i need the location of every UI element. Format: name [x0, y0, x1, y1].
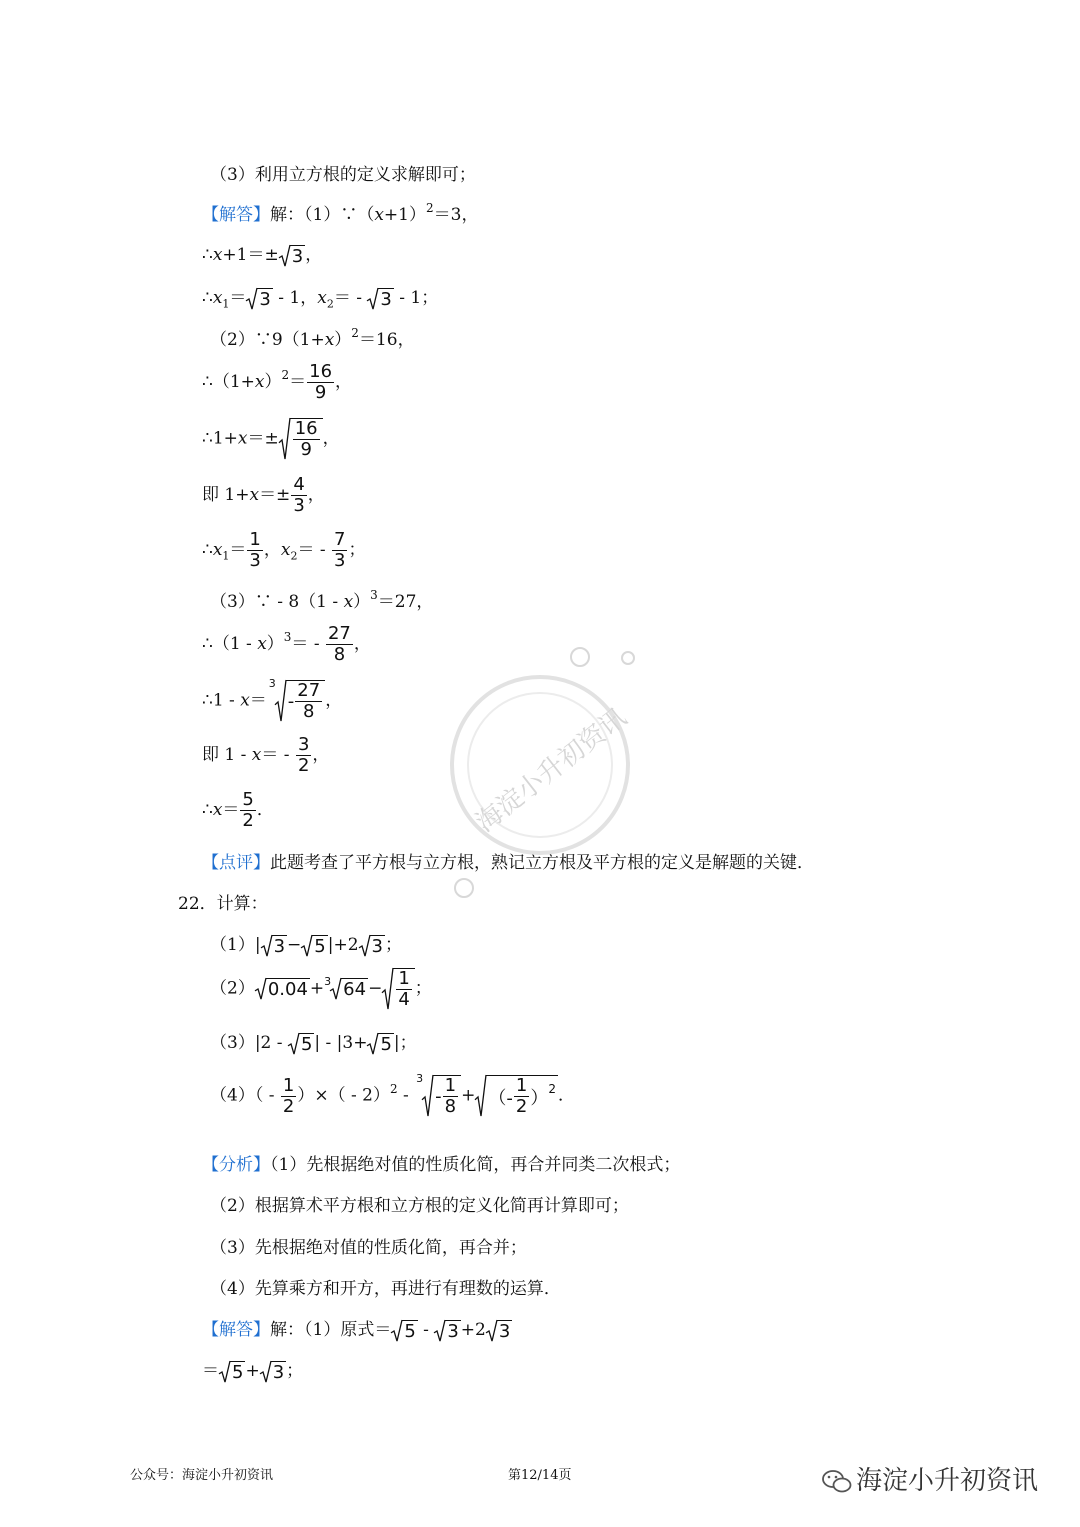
- brand-mark: [822, 1460, 1038, 1497]
- q22-item-1: （1）| 3 − 5 |+2 3 ；: [210, 935, 402, 957]
- analysis-tag: 【分析】: [202, 1155, 270, 1175]
- wechat-icon: [822, 1469, 852, 1495]
- eq-line: ∴1+x＝± $\frac{16}{9}$ ，: [202, 418, 340, 460]
- eq-line: $\therefore x_1=$ 3 - 1，$x_2=$ - 3 - 1；: [202, 288, 439, 311]
- eq-line: $\therefore(1+x)^2=$ $\frac{16}{9}$ ，: [202, 361, 353, 403]
- eq-line: ∴1 - x＝ 3 - $\frac{27}{8}$ ，: [202, 677, 343, 722]
- answer-line-1: 【解答】解：$(1)\because(x+1)^2=3$，: [202, 201, 479, 225]
- review-line: 【点评】此题考查了平方根与立方根，熟记立方根及平方根的定义是解题的关键．: [202, 853, 814, 873]
- q22-answer-line-2: ＝ 5 + 3 ；: [202, 1361, 304, 1383]
- part-3-head: （3）∵ - 8（1 - x）$^3$＝27，: [210, 588, 434, 612]
- q22-title: 22．计算：: [178, 894, 268, 914]
- footer-account: 公众号：海淀小升初资讯: [130, 1468, 274, 1483]
- brand-name: 海淀小升初资讯: [856, 1466, 1039, 1496]
- answer-tag: 【解答】: [202, 205, 270, 225]
- eq-line: ∴（1 - x）$^3$＝ - $\frac{27}{8}$ ，: [202, 623, 371, 665]
- part-2-head: $(2)\because 9(1+x)^2=16$，: [210, 326, 415, 350]
- q22-item-4: （4）（ - $\frac{1}{2}$ ）×（ - 2）$^2$ - 3 - $\frac{1}{8}$ + （- $\frac{1}{2}$ ） $^2$ ．: [210, 1072, 575, 1117]
- analysis-step-3: （3）利用立方根的定义求解即可；: [210, 165, 476, 185]
- watermark-seal: [440, 640, 660, 900]
- eq-line: ∴x＝ $\frac{5}{2}$ ．: [202, 789, 274, 831]
- analysis-line-2: （2）根据算术平方根和立方根的定义化简再计算即可；: [210, 1196, 629, 1216]
- eq-line: $\therefore x_1=$ $\frac{1}{3}$ ，$x_2=$ - $\frac{7}{3}$ ；: [202, 529, 366, 571]
- eq-line: 即 1+x＝± $\frac{4}{3}$ ，: [202, 474, 325, 516]
- watermark-text: 海淀小升初资讯: [470, 702, 633, 839]
- answer-tag-2: 【解答】: [202, 1320, 270, 1340]
- analysis-line-1: 【分析】（1）先根据绝对值的性质化简，再合并同类二次根式；: [202, 1155, 681, 1175]
- q22-answer-line-1: 【解答】解：（1）原式＝ 5 - 3 +2 3: [202, 1320, 511, 1342]
- eq-line: ∴x+1＝± 3 ，: [202, 245, 323, 267]
- review-tag: 【点评】: [202, 853, 270, 873]
- analysis-line-3: （3）先根据绝对值的性质化简，再合并；: [210, 1238, 527, 1258]
- q22-item-3: （3）|2 - 5 | - |3+ 5 |；: [210, 1033, 417, 1055]
- q22-item-2: （2） 0.04 + 3 64 − $\frac{1}{4}$ ；: [210, 968, 432, 1010]
- footer-page-number: 第12/14页: [508, 1468, 572, 1483]
- eq-line: 即 1 - x＝ - $\frac{3}{2}$ ，: [202, 734, 330, 776]
- analysis-line-4: （4）先算乘方和开方，再进行有理数的运算．: [210, 1279, 561, 1299]
